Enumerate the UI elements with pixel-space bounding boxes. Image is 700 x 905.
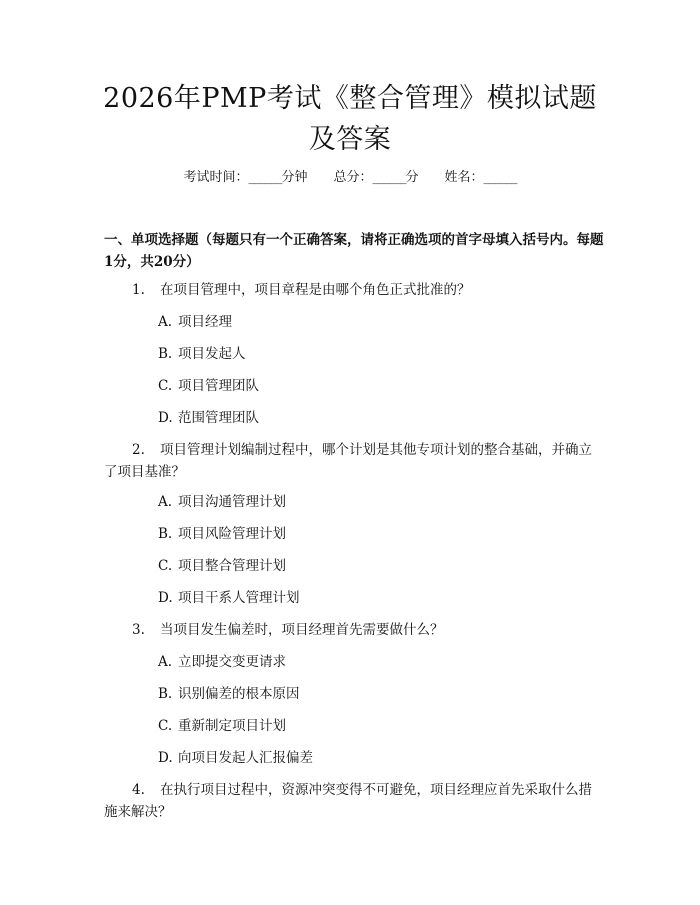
- option-2d: [158, 588, 300, 608]
- exam-time-unit: 分钟: [281, 170, 308, 185]
- total-score-blank: ______: [372, 170, 406, 185]
- total-score-label: 总分：: [333, 170, 373, 185]
- option-1a: [158, 312, 232, 332]
- question-1: [104, 279, 604, 301]
- exam-time-blank: ______: [248, 170, 282, 185]
- exam-info-line: [0, 168, 700, 188]
- question-3: [104, 619, 604, 641]
- option-3c: [158, 716, 286, 736]
- option-text: 重新制定项目计划: [178, 718, 286, 734]
- name-label: 姓名：: [444, 170, 484, 185]
- question-text: 当项目发生偏差时，项目经理首先需要做什么？: [160, 622, 444, 638]
- option-3b: [158, 684, 300, 704]
- option-letter: A.: [158, 494, 173, 510]
- option-text: 项目整合管理计划: [178, 558, 286, 574]
- question-2: [104, 439, 604, 483]
- section-heading: 一、单项选择题（每题只有一个正确答案，请将正确选项的首字母填入括号内。每题1分，共20分）: [104, 232, 604, 270]
- option-text: 向项目发起人汇报偏差: [178, 750, 313, 766]
- option-1c: [158, 376, 259, 396]
- exam-time-label: 考试时间：: [183, 170, 249, 185]
- option-letter: D.: [158, 750, 173, 766]
- option-letter: C.: [158, 718, 173, 734]
- question-text: 在项目管理中，项目章程是由哪个角色正式批准的？: [160, 282, 471, 298]
- page-title: 2026年PMP考试《整合管理》模拟试题及答案: [103, 83, 597, 155]
- option-text: 范围管理团队: [178, 410, 259, 426]
- total-score-unit: 分: [405, 170, 419, 185]
- option-text: 立即提交变更请求: [178, 654, 286, 670]
- option-2a: [158, 492, 286, 512]
- option-1d: [158, 408, 259, 428]
- option-text: 项目风险管理计划: [178, 526, 286, 542]
- option-letter: D.: [158, 410, 173, 426]
- option-2b: [158, 524, 286, 544]
- option-1b: [158, 344, 246, 364]
- question-number: 2.: [132, 442, 145, 458]
- option-letter: B.: [158, 526, 173, 542]
- option-text: 项目沟通管理计划: [178, 494, 286, 510]
- option-3d: [158, 748, 313, 768]
- option-letter: D.: [158, 590, 173, 606]
- option-text: 项目管理团队: [178, 378, 259, 394]
- option-2c: [158, 556, 286, 576]
- option-letter: C.: [158, 378, 173, 394]
- option-letter: B.: [158, 686, 173, 702]
- option-letter: C.: [158, 558, 173, 574]
- question-text: 在执行项目过程中，资源冲突变得不可避免，项目经理应首先采取什么措施来解决？: [104, 782, 592, 820]
- option-text: 识别偏差的根本原因: [178, 686, 300, 702]
- option-text: 项目干系人管理计划: [178, 590, 300, 606]
- option-text: 项目发起人: [178, 346, 246, 362]
- option-text: 项目经理: [178, 314, 232, 330]
- name-blank: ______: [483, 170, 517, 185]
- question-number: 4.: [132, 782, 145, 798]
- option-letter: A.: [158, 314, 173, 330]
- question-4: [104, 779, 604, 823]
- question-number: 3.: [132, 622, 145, 638]
- option-letter: B.: [158, 346, 173, 362]
- question-number: 1.: [132, 282, 145, 298]
- question-text: 项目管理计划编制过程中，哪个计划是其他专项计划的整合基础，并确立了项目基准？: [104, 442, 592, 480]
- option-letter: A.: [158, 654, 173, 670]
- option-3a: [158, 652, 286, 672]
